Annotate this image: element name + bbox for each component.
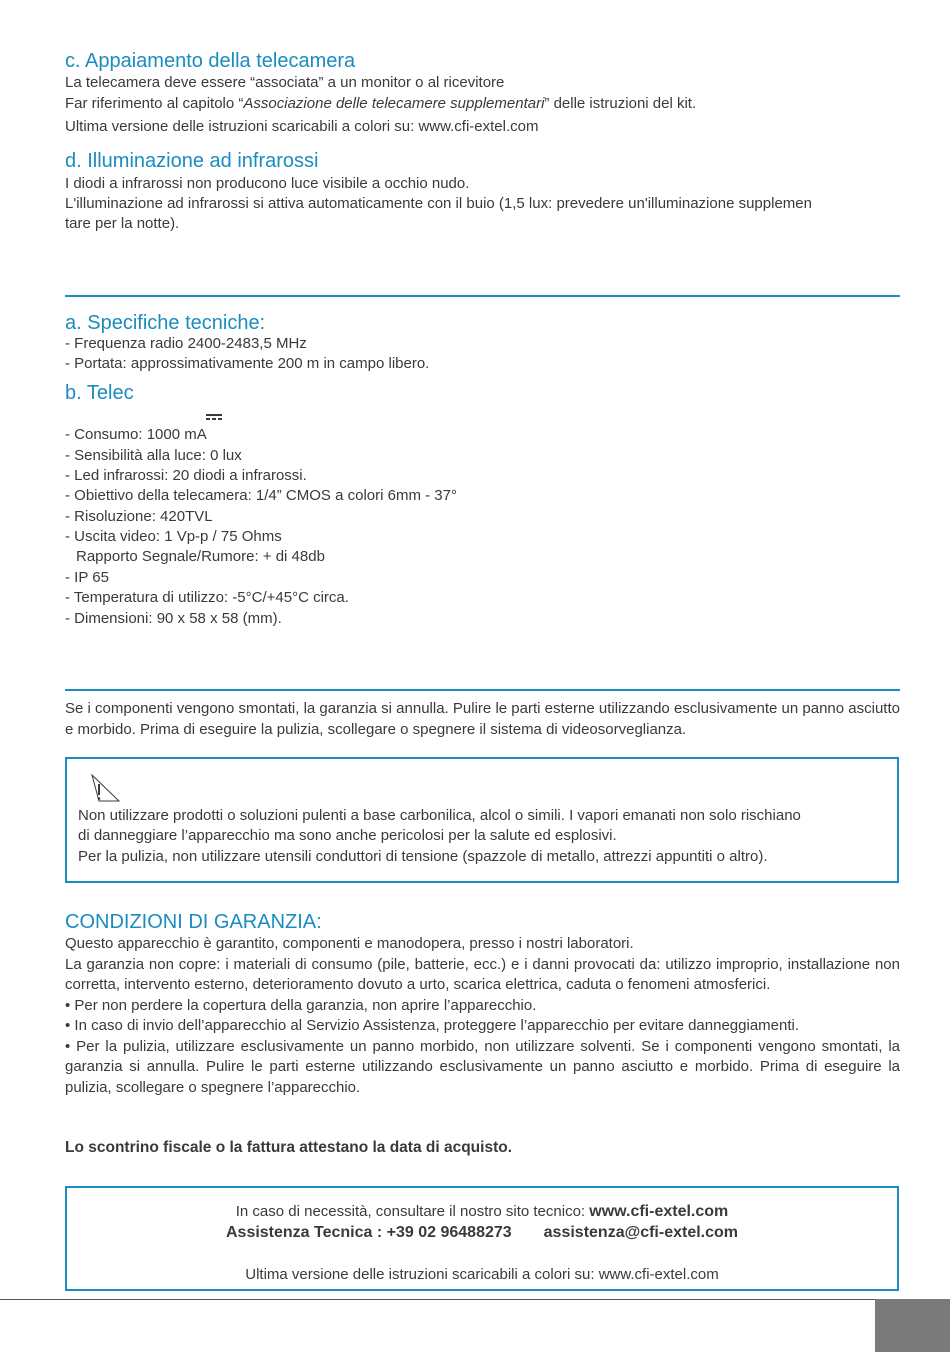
spec-line: - Led infrarossi: 20 diodi a infrarossi. xyxy=(65,467,307,484)
warning-line: Per la pulizia, non utilizzare utensili conduttori di tensione (spazzole di metallo, attrezzi appuntiti o altro). xyxy=(78,848,768,865)
text-line: I diodi a infrarossi non producono luce visibile a occhio nudo. xyxy=(65,175,470,192)
warranty-bullet: • Per la pulizia, utilizzare esclusivamente un panno morbido, non utilizzare solventi. Se i componenti vengono smontati, la garanzia si annulla. Pulire le parti esterne utilizzando esclusivamente un panno asciutto e morbido. Prima di eseguire la pulizia, scollegare o spegnere l’apparecchio. xyxy=(65,1037,900,1096)
spec-line: - IP 65 xyxy=(65,569,109,586)
maintenance-text: Se i componenti vengono smontati, la garanzia si annulla. Pulire le parti esterne utilizzando esclusivamente un panno asciutto e morbido. Prima di eseguire la pulizia, scollegare o spegnere il sistema di videosorveglianza. xyxy=(65,700,900,738)
spec-line: - Obiettivo della telecamera: 1/4” CMOS a colori 6mm - 37° xyxy=(65,487,457,504)
warranty-paragraph: La garanzia non copre: i materiali di consumo (pile, batterie, ecc.) e i danni provocati da: utilizzo improprio, installazione non corretta, intervento esterno, deterioramento dovuto a urto, scarica elettrica, caduta o fenomeni atmosferici. xyxy=(65,955,900,993)
heading-camera: b. Telec xyxy=(65,382,134,404)
text-line: Ultima versione delle istruzioni scaricabili a colori su: www.cfi-extel.com xyxy=(65,118,539,135)
text-line: tare per la notte). xyxy=(65,215,180,232)
spec-line: - Risoluzione: 420TVL xyxy=(65,508,213,525)
download-line: Ultima versione delle istruzioni scaricabili a colori su: www.cfi-extel.com xyxy=(245,1266,719,1283)
warranty-bullet: • In caso di invio dell’apparecchio al Servizio Assistenza, proteggere l’apparecchio per evitare danneggiamenti. xyxy=(65,1017,800,1034)
footer-line xyxy=(0,1299,875,1300)
warning-line: di danneggiare l’apparecchio ma sono anche pericolosi per la salute ed esplosivi. xyxy=(78,827,617,844)
assistance-email[interactable]: assistenza@cfi-extel.com xyxy=(543,1224,739,1241)
text-line: La telecamera deve essere “associata” a un monitor o al ricevitore xyxy=(65,74,505,91)
assistance-phone: Assistenza Tecnica : +39 02 96488273 xyxy=(225,1224,512,1241)
spec-line: - Uscita video: 1 Vp-p / 75 Ohms xyxy=(65,528,282,545)
contact-line xyxy=(67,1202,897,1223)
text-line: Far riferimento al capitolo “Associazione delle telecamere supplementari” delle istruzioni del kit. xyxy=(65,95,697,112)
receipt-note: Lo scontrino fiscale o la fattura attestano la data di acquisto. xyxy=(65,1139,513,1156)
heading-tech-specs: a. Specifiche tecniche: xyxy=(65,312,266,334)
heading-warranty: CONDIZIONI DI GARANZIA: xyxy=(65,911,322,933)
spec-line: - Temperatura di utilizzo: -5°C/+45°C circa. xyxy=(65,589,349,606)
spec-line: - Frequenza radio 2400-2483,5 MHz xyxy=(65,335,307,352)
spec-line: - Portata: approssimativamente 200 m in campo libero. xyxy=(65,355,430,372)
warranty-bullet: • Per non perdere la copertura della garanzia, non aprire l’apparecchio. xyxy=(65,996,537,1014)
dc-symbol-icon xyxy=(206,414,222,420)
spec-line: - Sensibilità alla luce: 0 lux xyxy=(65,447,242,464)
spec-line: Rapporto Segnale/Rumore: + di 48db xyxy=(76,548,325,565)
contact-prefix: In caso di necessità, consultare il nostro sito tecnico: xyxy=(235,1203,590,1220)
warning-line: Non utilizzare prodotti o soluzioni pulenti a base carbonilica, alcol o simili. I vapori emanati non solo rischiano xyxy=(78,807,801,824)
warning-triangle-icon xyxy=(89,774,121,804)
heading-infrared: d. Illuminazione ad infrarossi xyxy=(65,150,319,172)
warranty-text xyxy=(65,934,900,1098)
spec-line: - Consumo: 1000 mA xyxy=(65,426,207,443)
website-link[interactable]: www.cfi-extel.com xyxy=(589,1203,729,1220)
heading-camera-pairing: c. Appaiamento della telecamera xyxy=(65,50,356,72)
spec-line: - Dimensioni: 90 x 58 x 58 (mm). xyxy=(65,610,282,627)
section-divider xyxy=(65,689,900,691)
assistance-line xyxy=(67,1223,897,1244)
contact-box xyxy=(65,1186,899,1291)
page-number-block xyxy=(875,1299,950,1352)
warranty-paragraph: Questo apparecchio è garantito, componenti e manodopera, presso i nostri laboratori. xyxy=(65,935,634,952)
text-line: L'illuminazione ad infrarossi si attiva automaticamente con il buio (1,5 lux: prevedere un'illuminazione supplemen xyxy=(65,195,812,212)
section-divider xyxy=(65,295,900,297)
warning-box xyxy=(65,757,899,883)
